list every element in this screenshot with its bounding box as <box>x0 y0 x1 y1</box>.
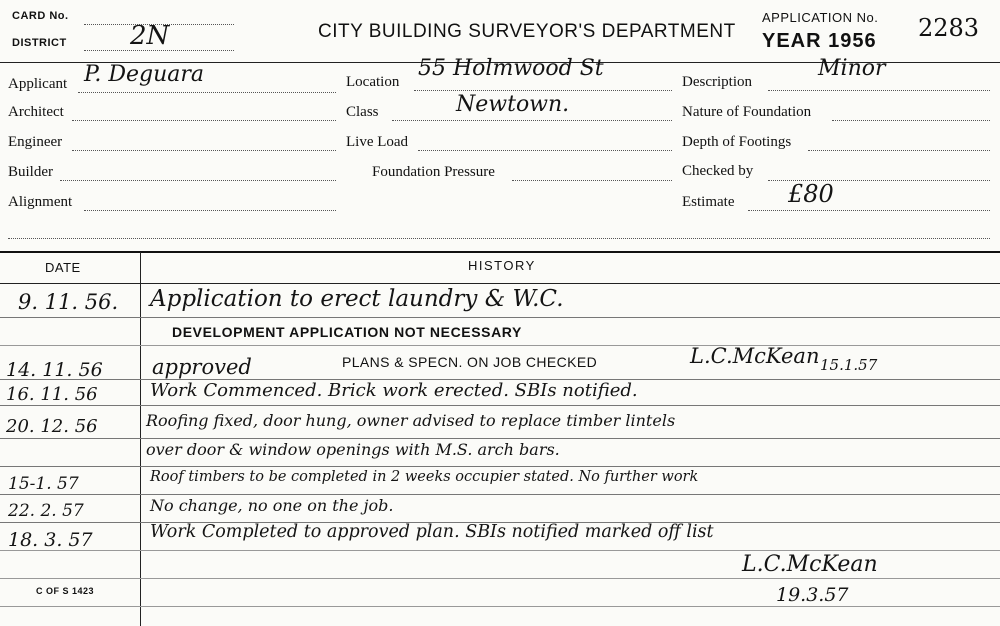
builder-line <box>60 180 336 181</box>
entry-text: approved <box>152 355 252 379</box>
entry-text: over door & window openings with M.S. arch bars. <box>146 440 560 459</box>
rule-10 <box>0 578 1000 579</box>
entry-date: 22. 2. 57 <box>8 501 84 521</box>
extra-field-line <box>8 238 990 239</box>
class-line <box>392 120 672 121</box>
entry-text: Roof timbers to be completed in 2 weeks occupier stated. No further work <box>150 469 699 485</box>
completion-signature-date: 19.3.57 <box>776 584 849 606</box>
checked-by-label: Checked by <box>682 163 754 179</box>
rule-11 <box>0 606 1000 607</box>
applicant-value: P. Deguara <box>84 62 204 87</box>
foundation-pressure-label: Foundation Pressure <box>372 164 495 180</box>
rule-7 <box>0 494 1000 495</box>
history-header-divider <box>0 283 1000 284</box>
alignment-line <box>84 210 336 211</box>
engineer-line <box>72 150 336 151</box>
entry-date: 20. 12. 56 <box>6 416 98 437</box>
rule-1 <box>0 317 1000 318</box>
entry-text: Work Completed to approved plan. SBIs notified marked off list <box>150 522 714 542</box>
entry-text: Roofing fixed, door hung, owner advised to replace timber lintels <box>146 411 676 430</box>
location-value: 55 Holmwood St <box>418 56 604 81</box>
year-label: YEAR 1956 <box>762 30 877 52</box>
description-value: Minor <box>818 56 886 81</box>
estimate-line <box>748 210 990 211</box>
entry-date: 15-1. 57 <box>8 474 79 494</box>
rule-2 <box>0 345 1000 346</box>
date-column-divider <box>140 252 141 626</box>
applicant-line <box>78 92 336 93</box>
estimate-label: Estimate <box>682 194 735 210</box>
engineer-label: Engineer <box>8 134 63 150</box>
live-load-line <box>418 150 672 151</box>
builder-label: Builder <box>8 164 53 180</box>
development-stamp: DEVELOPMENT APPLICATION NOT NECESSARY <box>172 324 522 340</box>
department-title: CITY BUILDING SURVEYOR'S DEPARTMENT <box>318 21 736 42</box>
inspector-signature: L.C.McKean <box>690 344 820 368</box>
district-value: 2N <box>130 21 170 51</box>
foundation-pressure-line <box>512 180 672 181</box>
history-top-border <box>0 251 1000 253</box>
depth-of-footings-line <box>808 150 990 151</box>
location-label: Location <box>346 74 400 90</box>
history-header: HISTORY <box>468 258 536 273</box>
signature-date: 15.1.57 <box>820 356 878 374</box>
live-load-label: Live Load <box>346 134 409 150</box>
location-line <box>414 90 672 91</box>
class-label: Class <box>346 104 379 120</box>
form-code: C OF S 1423 <box>36 586 95 596</box>
date-header: DATE <box>45 260 81 275</box>
entry-date: 16. 11. 56 <box>6 384 98 405</box>
district-label: DISTRICT <box>12 37 67 49</box>
rule-6 <box>0 466 1000 467</box>
entry-text: No change, no one on the job. <box>150 496 394 515</box>
rule-9 <box>0 550 1000 551</box>
applicant-label: Applicant <box>8 76 68 92</box>
description-line <box>768 90 990 91</box>
plans-checked-stamp: PLANS & SPECN. ON JOB CHECKED <box>342 354 598 370</box>
architect-line <box>72 120 336 121</box>
architect-label: Architect <box>8 104 64 120</box>
completion-signature: L.C.McKean <box>742 552 878 577</box>
card-no-label: CARD No. <box>12 10 69 22</box>
description-label: Description <box>682 74 752 90</box>
depth-of-footings-label: Depth of Footings <box>682 134 792 150</box>
alignment-label: Alignment <box>8 194 73 210</box>
rule-5 <box>0 438 1000 439</box>
estimate-value: £80 <box>788 180 834 208</box>
nature-of-foundation-line <box>832 120 990 121</box>
entry-date: 18. 3. 57 <box>8 529 93 551</box>
entry-date: 9. 11. 56. <box>18 290 119 314</box>
nature-of-foundation-label: Nature of Foundation <box>682 104 812 120</box>
entry-text: Work Commenced. Brick work erected. SBIs notified. <box>150 380 638 401</box>
entry-text: Application to erect laundry & W.C. <box>150 286 564 312</box>
application-number: 2283 <box>918 14 980 42</box>
rule-4 <box>0 405 1000 406</box>
entry-date: 14. 11. 56 <box>6 359 103 381</box>
class-value: Newtown. <box>456 92 570 117</box>
application-no-label: APPLICATION No. <box>762 10 879 25</box>
